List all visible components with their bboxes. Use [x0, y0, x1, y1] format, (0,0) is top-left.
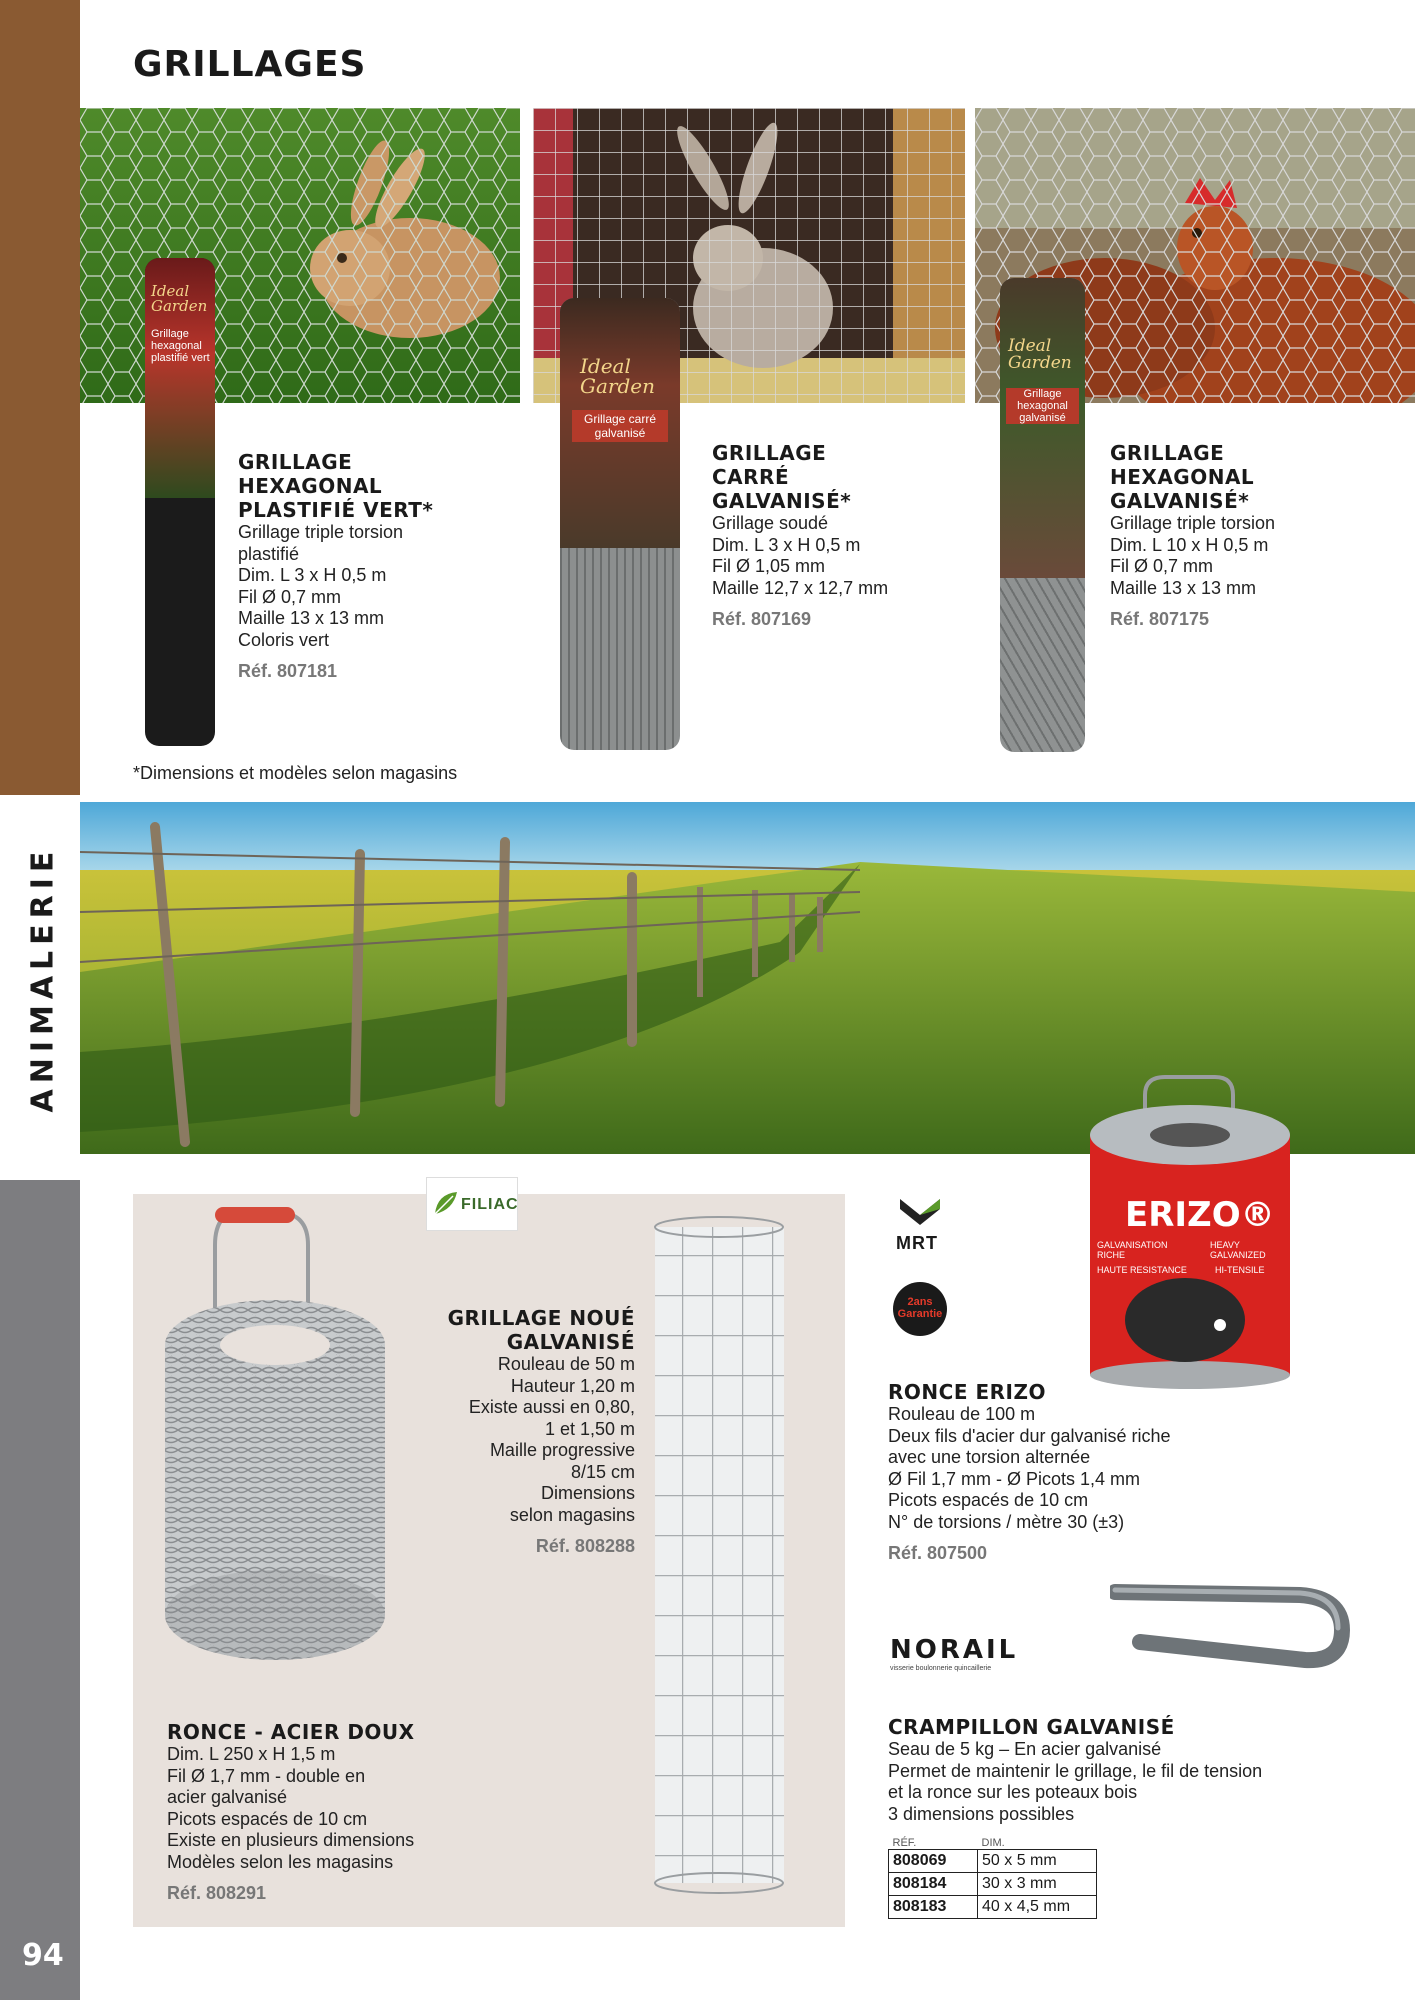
product-image-staple — [1110, 1580, 1350, 1680]
leaf-icon — [431, 1188, 461, 1218]
product-image-hexagonal-galvanized-roll: Ideal Garden Grillage hexagonal galvanisé — [1000, 278, 1085, 752]
norail-logo: NORAIL visserie boulonnerie quincaillerie — [890, 1635, 1019, 1672]
product-title: CRAMPILLON GALVANISÉ — [888, 1715, 1175, 1739]
product-description: Grillage triple torsion plastifié Dim. L 3 x H 0,5 m Fil Ø 0,7 mm Maille 13 x 13 mm Coloris vert — [238, 522, 404, 650]
product-description: Dim. L 250 x H 1,5 m Fil Ø 1,7 mm - double en acier galvanisé Picots espacés de 10 cm Existe en plusieurs dimensions Modèles selon les magasins — [167, 1744, 415, 1872]
product-description: Seau de 5 kg – En acier galvanisé Permet de maintenir le grillage, le fil de tension et la ronce sur les poteaux bois 3 dimensions possibles — [888, 1739, 1263, 1824]
table-row: 808183 40 x 4,5 mm — [889, 1896, 1097, 1919]
product-description: Grillage soudé Dim. L 3 x H 0,5 m Fil Ø 1,05 mm Maille 12,7 x 12,7 mm — [712, 513, 889, 598]
ref-table — [888, 1837, 1097, 1919]
footnote: *Dimensions et modèles selon magasins — [133, 763, 458, 783]
table-row: 808184 30 x 3 mm — [889, 1873, 1097, 1896]
table-header-ref: RÉF. — [892, 1837, 917, 1849]
product-image-hexagonal-green-roll: Ideal Garden Grillage hexagonal plastifié vert — [145, 258, 215, 746]
filiac-logo: FILIAC — [426, 1177, 518, 1231]
product-info-ronce-acier — [167, 1720, 467, 1904]
packaging-label: Ideal Garden — [151, 282, 208, 315]
product-ref: Réf. 807169 — [712, 609, 812, 629]
page-number: 94 — [22, 1938, 64, 1973]
product-title: RONCE - ACIER DOUX — [167, 1720, 415, 1744]
side-bar-bottom — [0, 1180, 80, 2000]
product-image-woven-fence-roll — [652, 1215, 787, 1895]
product-info-square-galvanized — [712, 441, 962, 630]
page-title: GRILLAGES — [133, 44, 367, 85]
section-side-label: ANIMALERIE — [25, 845, 61, 1113]
product-title: GRILLAGE CARRÉ GALVANISÉ* — [712, 441, 852, 513]
product-description: Rouleau de 50 m Hauteur 1,20 m Existe aussi en 0,80, 1 et 1,50 m Maille progressive 8/15 cm Dimensions selon magasins — [468, 1354, 635, 1525]
product-ref: Réf. 808288 — [535, 1536, 635, 1556]
guarantee-badge: 2ans Garantie — [893, 1282, 947, 1336]
product-ref: Réf. 807500 — [888, 1543, 988, 1563]
product-image-barbed-wire-coil — [150, 1205, 400, 1675]
product-info-grillage-noue — [415, 1306, 635, 1557]
table-header-dim: DIM. — [981, 1837, 1005, 1849]
product-image-square-galvanized-roll: Ideal Garden Grillage carré galvanisé — [560, 298, 680, 750]
product-ref: Réf. 808291 — [167, 1883, 267, 1903]
product-title: GRILLAGE HEXAGONAL PLASTIFIÉ VERT* — [238, 450, 434, 522]
product-title: GRILLAGE NOUÉ GALVANISÉ — [447, 1306, 635, 1354]
product-title: RONCE ERIZO — [888, 1380, 1046, 1404]
product-description: Grillage triple torsion Dim. L 10 x H 0,5 m Fil Ø 0,7 mm Maille 13 x 13 mm — [1110, 513, 1276, 598]
product-info-crampillon — [888, 1715, 1328, 1919]
product-ref: Réf. 807175 — [1110, 609, 1210, 629]
product-ref: Réf. 807181 — [238, 661, 338, 681]
product-image-erizo-reel: ERIZO® GALVANISATION RICHE HEAVY GALVANIZED HAUTE RESISTANCE HI-TENSILE — [1085, 1075, 1295, 1390]
product-info-hexagonal-galvanized — [1110, 441, 1370, 630]
product-info-ronce-erizo — [888, 1380, 1248, 1564]
mrt-logo: MRT — [890, 1195, 952, 1257]
side-bar-top — [0, 0, 80, 795]
table-row: 808069 50 x 5 mm — [889, 1850, 1097, 1873]
product-title: GRILLAGE HEXAGONAL GALVANISÉ* — [1110, 441, 1255, 513]
product-description: Rouleau de 100 m Deux fils d'acier dur galvanisé riche avec une torsion alternée Ø Fil 1,7 mm - Ø Picots 1,4 mm Picots espacés de 10 cm N° de torsions / mètre 30 (±3) — [888, 1404, 1171, 1532]
product-info-hexagonal-green — [238, 450, 488, 682]
